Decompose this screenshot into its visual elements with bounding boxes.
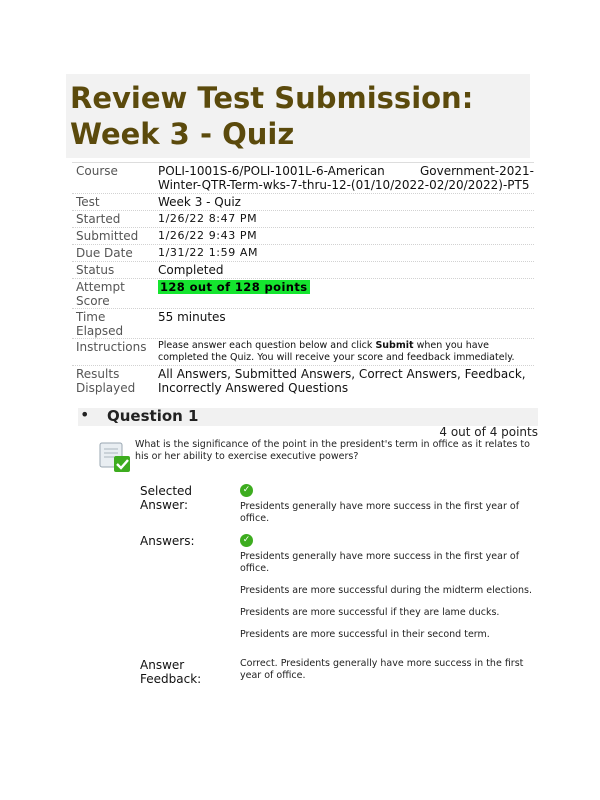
info-row-started <box>72 211 534 228</box>
test-label: Test <box>76 195 100 209</box>
results-label-line2: Displayed <box>76 381 136 395</box>
attempt-label-line1: Attempt <box>76 280 125 294</box>
answer-feedback-text: Correct. Presidents generally have more success in the first year of office. <box>240 658 524 681</box>
page-title: Review Test Submission: Week 3 - Quiz <box>70 81 474 151</box>
score-highlight: 128 out of 128 points <box>160 280 308 294</box>
instructions-submit-bold: Submit <box>375 340 414 351</box>
answer-feedback-label <box>140 658 230 686</box>
time-elapsed-value: 55 minutes <box>158 310 226 324</box>
status-label: Status <box>76 263 115 277</box>
info-row-results-displayed <box>72 366 534 396</box>
time-label-line1: Time <box>76 310 106 324</box>
feedback-label-line1: Answer <box>140 658 185 672</box>
info-row-attempt-score <box>72 279 534 309</box>
feedback-label-line2: Feedback: <box>140 672 202 686</box>
due-date-label: Due Date <box>76 246 133 260</box>
attempt-score-value <box>158 279 534 308</box>
selected-label-line1: Selected <box>140 484 193 498</box>
submitted-label: Submitted <box>76 229 139 243</box>
question-bullet: • <box>80 405 90 424</box>
started-label: Started <box>76 212 121 226</box>
submission-info-table <box>72 162 534 396</box>
check-circle-icon: ✓ <box>240 484 253 497</box>
answer-option: Presidents generally have more success in the first year of office. <box>240 551 520 574</box>
course-value <box>158 163 534 193</box>
question-title[interactable]: Question 1 <box>107 407 199 425</box>
info-row-course <box>72 163 534 194</box>
selected-answer-body <box>240 484 540 525</box>
answer-option: Presidents are more successful in their second term. <box>240 629 490 640</box>
instructions-label: Instructions <box>76 340 147 354</box>
status-value: Completed <box>158 263 224 277</box>
course-value-part3: Winter-QTR-Term-wks-7-thru-12-(01/10/2022-02/20/2022)-PT5 <box>158 178 530 192</box>
course-label: Course <box>76 164 118 178</box>
attempt-label-line2: Score <box>76 294 110 308</box>
question-points: 4 out of 4 points <box>439 425 538 439</box>
instructions-text-pre: Please answer each question below and click <box>158 340 376 351</box>
answer-option: Presidents are more successful if they are lame ducks. <box>240 607 500 618</box>
check-circle-icon: ✓ <box>240 534 253 547</box>
course-value-part2: Government-2021- <box>419 164 534 178</box>
info-row-submitted <box>72 228 534 245</box>
info-row-test <box>72 194 534 211</box>
time-elapsed-label <box>72 309 158 338</box>
test-value: Week 3 - Quiz <box>158 195 241 209</box>
selected-label-line2: Answer: <box>140 498 189 512</box>
results-displayed-label <box>72 366 158 396</box>
info-row-status <box>72 262 534 279</box>
results-displayed-value: All Answers, Submitted Answers, Correct Answers, Feedback, Incorrectly Answered Questions <box>158 367 526 395</box>
selected-answer-label <box>140 484 230 512</box>
submitted-value: 1/26/22 9:43 PM <box>158 229 258 242</box>
info-row-time-elapsed <box>72 309 534 339</box>
attempt-score-label <box>72 279 158 308</box>
info-row-instructions <box>72 339 534 366</box>
answers-body <box>240 534 540 651</box>
course-value-part1: POLI-1001S-6/POLI-1001L-6-American <box>158 164 385 178</box>
time-label-line2: Elapsed <box>76 324 124 338</box>
due-date-value: 1/31/22 1:59 AM <box>158 246 259 259</box>
started-value: 1/26/22 8:47 PM <box>158 212 258 225</box>
answer-option: Presidents are more successful during the midterm elections. <box>240 585 532 596</box>
selected-answer-text: Presidents generally have more success in the first year of office. <box>240 501 520 524</box>
instructions-value <box>158 339 534 365</box>
instructions-text-post: when you have completed the Quiz. You will receive your score and feedback immediately. <box>158 340 515 363</box>
results-label-line1: Results <box>76 367 120 381</box>
question-text: What is the significance of the point in the president's term in office as it relates to his or her ability to exercise executive powers? <box>135 439 530 462</box>
graded-correct-icon <box>96 440 132 474</box>
answers-label: Answers: <box>140 534 195 548</box>
info-row-due-date <box>72 245 534 262</box>
